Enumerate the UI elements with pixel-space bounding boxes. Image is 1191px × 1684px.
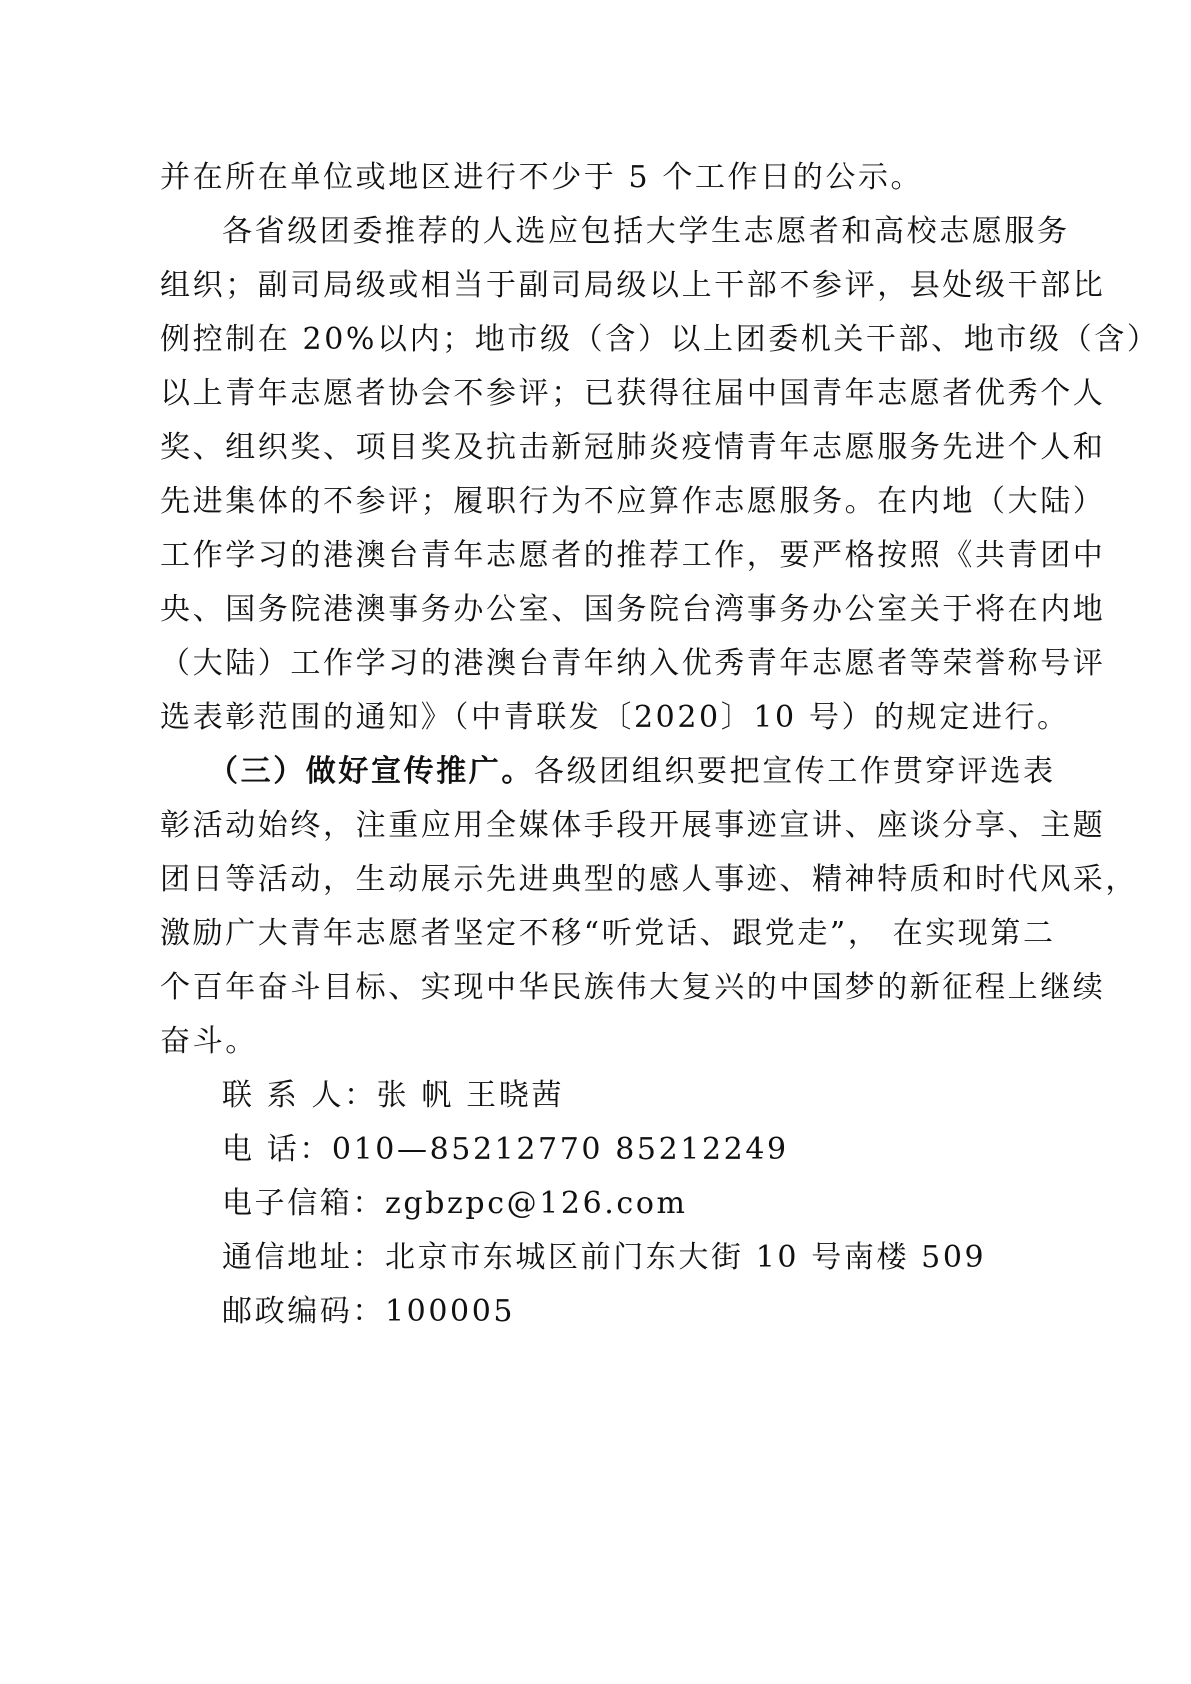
paragraph-3-line-2: 彰活动始终，注重应用全媒体手段开展事迹宣讲、座谈分享、主题 [160, 808, 1106, 843]
paragraph-3-line-5: 个百年奋斗目标、实现中华民族伟大复兴的中国梦的新征程上继续 [160, 970, 1106, 1005]
paragraph-2-line-10: 选表彰范围的通知》（中青联发〔2020〕10 号）的规定进行。 [160, 700, 1070, 735]
contact-person: 联 系 人：张 帆 王晓茜 [222, 1078, 564, 1113]
paragraph-3-line-6: 奋斗。 [160, 1024, 258, 1059]
contact-address: 通信地址：北京市东城区前门东大街 10 号南楼 509 [222, 1240, 987, 1275]
contact-phone: 电 话：010—85212770 85212249 [222, 1132, 789, 1167]
paragraph-2-line-2: 组织；副司局级或相当于副司局级以上干部不参评，县处级干部比 [160, 268, 1106, 303]
paragraph-2-line-9: （大陆）工作学习的港澳台青年纳入优秀青年志愿者等荣誉称号评 [160, 646, 1106, 681]
section-heading-publicity: （三）做好宣传推广。 [208, 754, 534, 789]
paragraph-2-line-3: 例控制在 20%以内；地市级（含）以上团委机关干部、地市级（含） [160, 322, 1160, 357]
contact-email: 电子信箱：zgbzpc@126.com [222, 1186, 688, 1221]
paragraph-1-line-1: 并在所在单位或地区进行不少于 5 个工作日的公示。 [160, 160, 924, 195]
paragraph-3-line-1 [208, 752, 1056, 792]
paragraph-2-line-6: 先进集体的不参评；履职行为不应算作志愿服务。在内地（大陆） [160, 484, 1106, 519]
paragraph-3-line-3: 团日等活动，生动展示先进典型的感人事迹、精神特质和时代风采， [160, 862, 1138, 897]
paragraph-3-line-4: 激励广大青年志愿者坚定不移“听党话、跟党走”， 在实现第二 [160, 916, 1056, 951]
paragraph-3-line-1-rest: 各级团组织要把宣传工作贯穿评选表 [534, 754, 1056, 789]
paragraph-2-line-1: 各省级团委推荐的人选应包括大学生志愿者和高校志愿服务 [222, 214, 1070, 249]
paragraph-2-line-7: 工作学习的港澳台青年志愿者的推荐工作，要严格按照《共青团中 [160, 538, 1106, 573]
contact-postcode: 邮政编码：100005 [222, 1294, 516, 1329]
paragraph-2-line-8: 央、国务院港澳事务办公室、国务院台湾事务办公室关于将在内地 [160, 592, 1106, 627]
paragraph-2-line-4: 以上青年志愿者协会不参评；已获得往届中国青年志愿者优秀个人 [160, 376, 1106, 411]
paragraph-2-line-5: 奖、组织奖、项目奖及抗击新冠肺炎疫情青年志愿服务先进个人和 [160, 430, 1106, 465]
